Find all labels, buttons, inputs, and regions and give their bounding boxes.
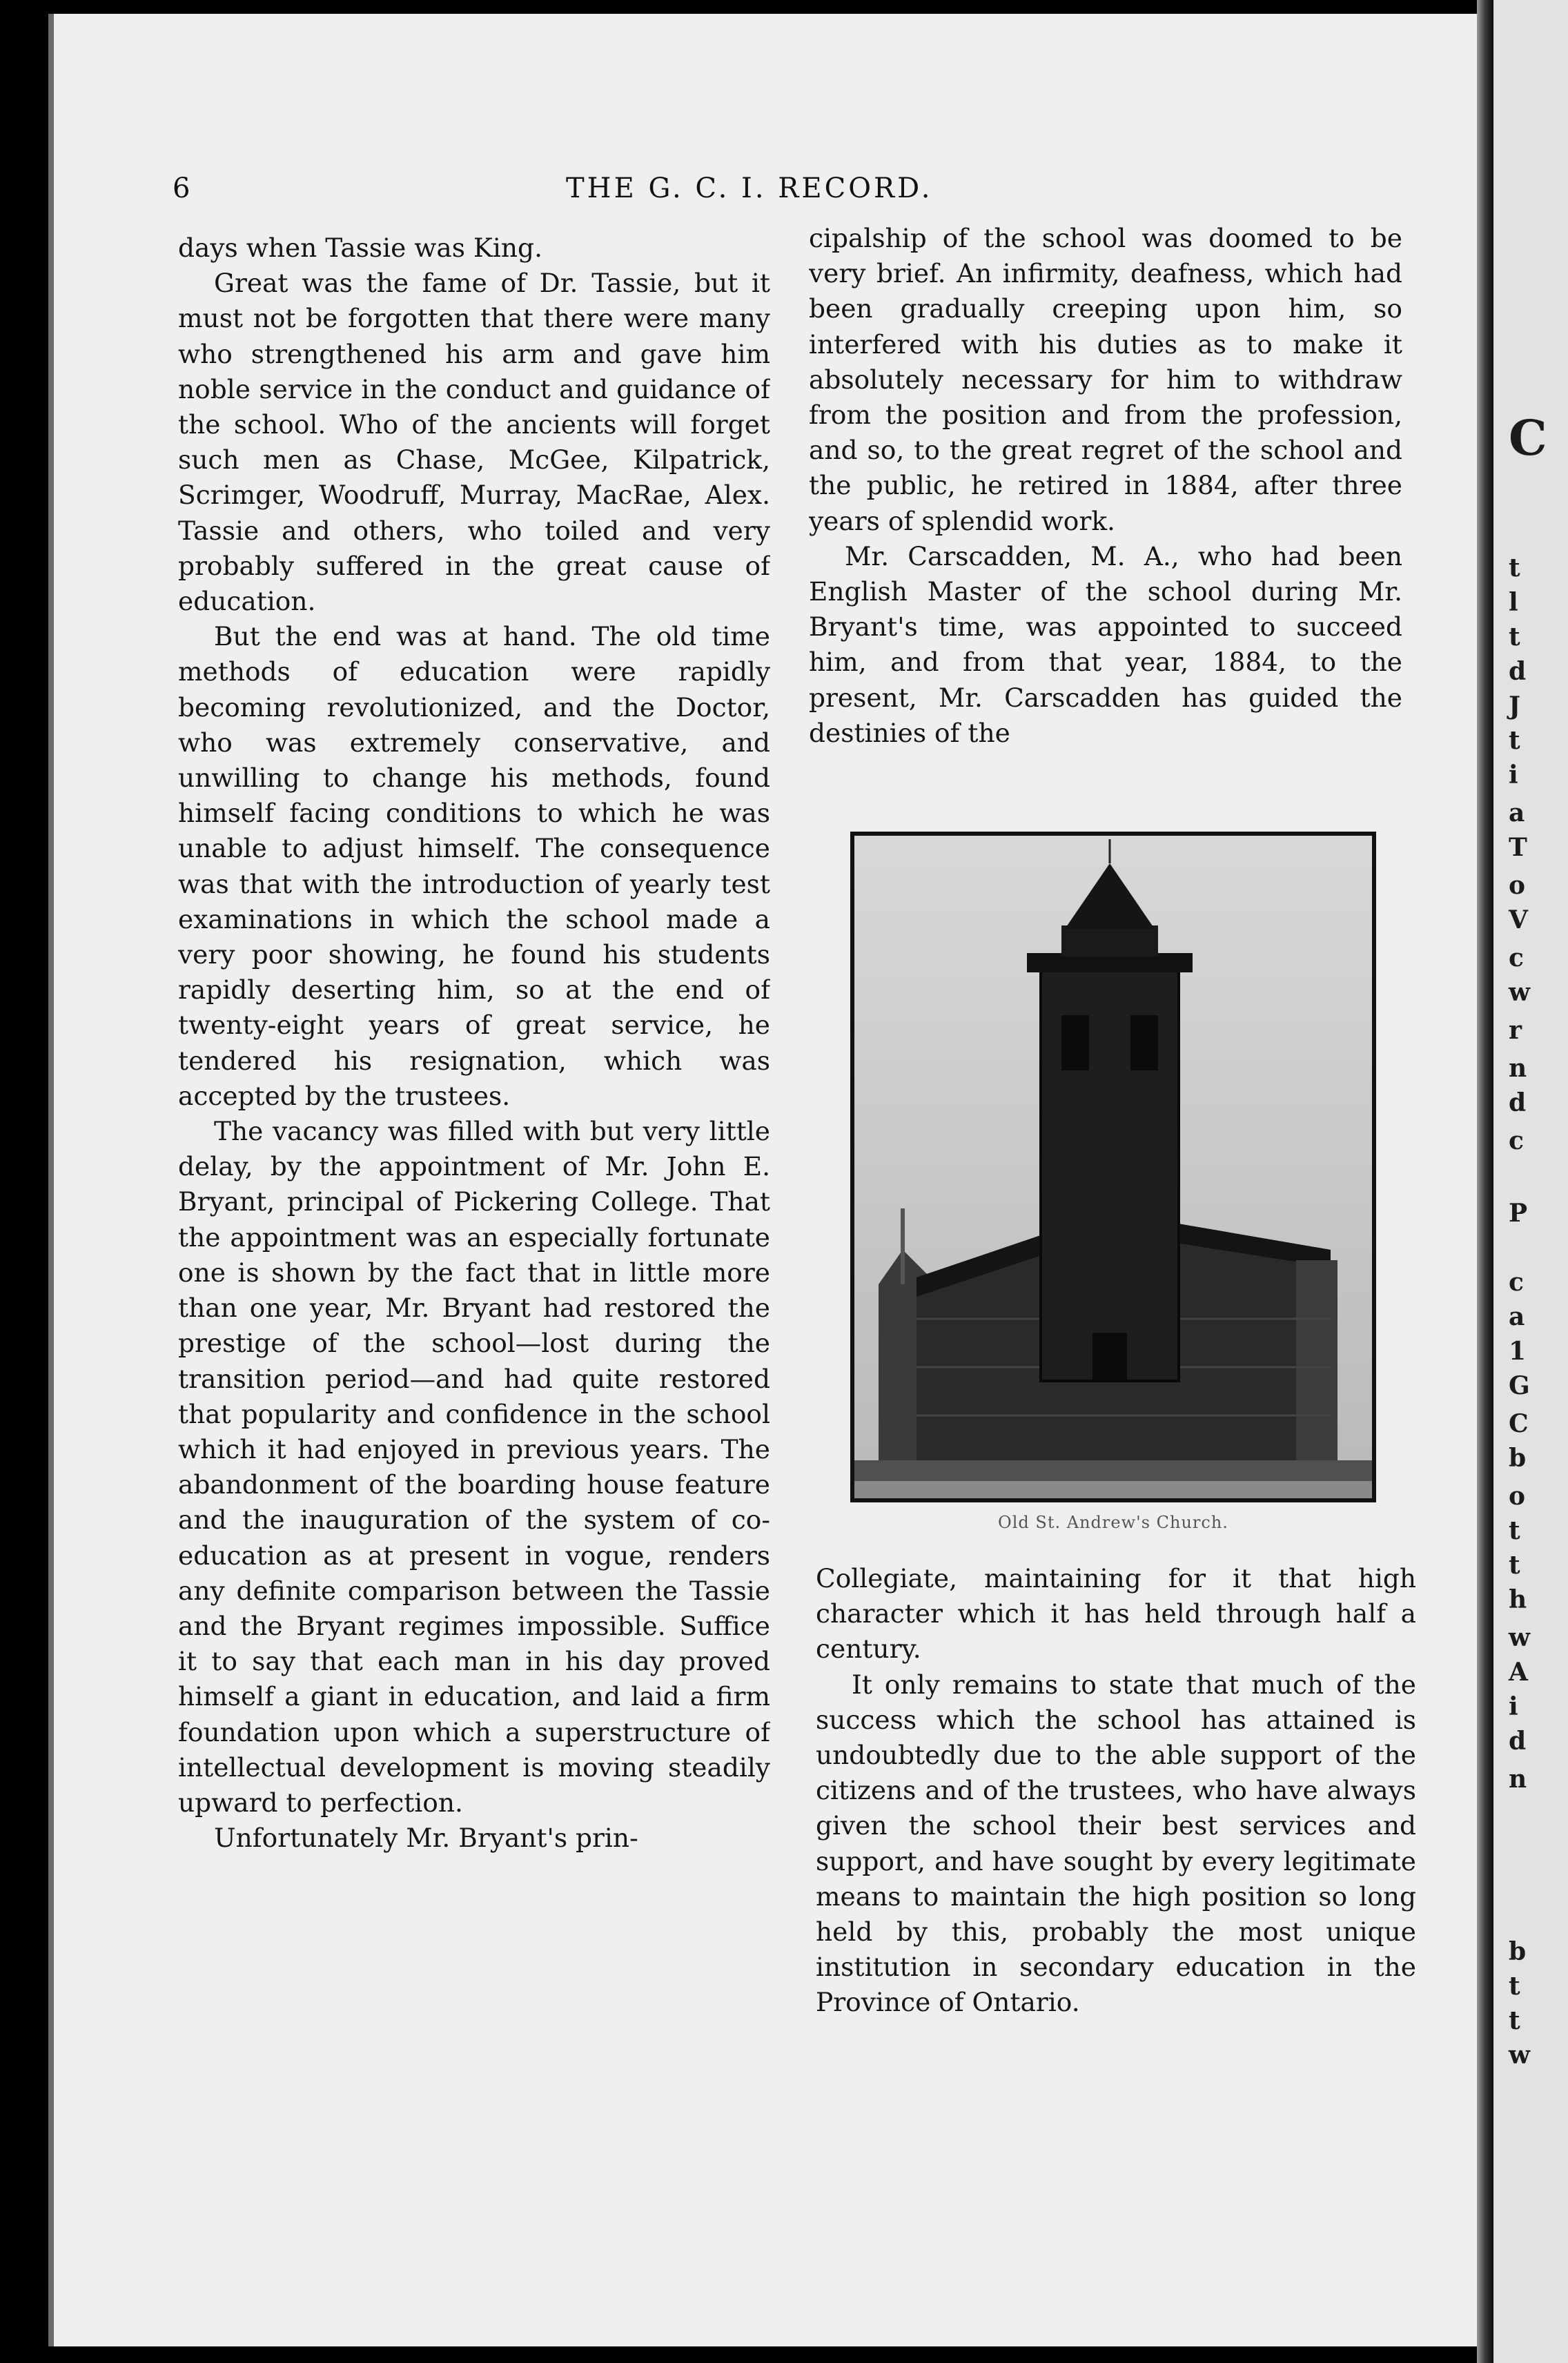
next-page-fragment: o — [1509, 871, 1526, 900]
right-column-bottom — [816, 1561, 1416, 2113]
next-page-fragment: c — [1509, 1126, 1524, 1155]
next-page-fragment: J — [1509, 692, 1521, 720]
next-page-edge — [1493, 0, 1568, 2363]
next-page-fragment: a — [1509, 1302, 1525, 1331]
next-page-fragment: w — [1509, 978, 1530, 1007]
church-photograph — [850, 832, 1376, 1502]
next-page-fragment: o — [1509, 1482, 1526, 1511]
next-page-fragment: 1 — [1509, 1337, 1527, 1366]
page-gutter-shadow — [1477, 0, 1493, 2363]
next-page-fragment: d — [1509, 1088, 1527, 1117]
paragraph: Unfortunately Mr. Bryant's prin- — [214, 1823, 638, 1854]
next-page-fragment: t — [1509, 1551, 1520, 1580]
paragraph: The vacancy was filled with but very little delay, by the appointment of Mr. John E. Bryant, principal of Pickering College. That the appointment was an especially fortunate one is shown by the fact that in little more than one year, Mr. Bryant had restored the prestige of the school—lost during the transition period—and had quite restored that popularity and confidence in the school which it had enjoyed in previous years. The abandonment of the boarding house feature and the inauguration of the system of co-education as at present in vogue, renders any definite comparison between the Tassie and the Bryant regimes impossible. Suffice it to say that each man in his day proved himself a giant in education, and laid a firm foundation upon which a superstructure of intellectual development is moving steadily upward to perfection. — [178, 1116, 770, 1818]
running-header — [173, 173, 1415, 214]
paragraph: But the end was at hand. The old time methods of education were rapidly becoming revolutionized, and the Doctor, who was extremely conservative, and unwilling to change his methods, found himself facing conditions to which he was unable to adjust himself. The consequence was that with the introduction of yearly test examinations in which the school made a very poor showing, he found his students rapidly deserting him, so at the end of twenty-eight years of great service, he tendered his resignation, which was accepted by the trustees. — [178, 621, 770, 1111]
paragraph: Great was the fame of Dr. Tassie, but it must not be forgotten that there were many who strengthened his arm and gave him noble service in the conduct and guidance of the school. Who of the ancients will forget such men as Chase, McGee, Kilpatrick, Scrimger, Woodruff, Murray, MacRae, Alex. Tassie and others, who toiled and very probably suffered in the great cause of education. — [178, 268, 770, 617]
next-page-fragment: b — [1509, 1444, 1527, 1473]
next-page-fragment: P — [1509, 1199, 1528, 1228]
next-page-fragment: T — [1509, 833, 1527, 862]
next-page-fragment: i — [1509, 761, 1518, 790]
next-page-fragment: t — [1509, 553, 1520, 582]
paragraph: Mr. Carscadden, M. A., who had been English Master of the school during Mr. Bryant's time, was appointed to succeed him, and from that year, 1884, to the present, Mr. Carscadden has guided the destinies of the — [809, 540, 1402, 748]
next-page-fragment: n — [1509, 1054, 1527, 1083]
church-illustration — [854, 836, 1372, 1498]
figure-caption: Old St. Andrew's Church. — [998, 1513, 1228, 1532]
paragraph: cipalship of the school was doomed to be very brief. An infirmity, deafness, which had been gradually creeping upon him, so interfered with his duties as to make it absolutely necessary for him to withdraw from the position and from the profession, and so, to the great regret of the school and the public, he retired in 1884, after three years of splendid work. — [809, 223, 1402, 536]
next-page-fragment: G — [1509, 1371, 1530, 1400]
next-page-fragment: i — [1509, 1692, 1518, 1721]
next-page-fragment: C — [1509, 409, 1547, 467]
next-page-fragment: l — [1509, 588, 1518, 617]
next-page-fragment: r — [1509, 1016, 1522, 1045]
next-page-fragment: t — [1509, 726, 1520, 755]
left-column — [178, 231, 770, 2108]
next-page-fragment: A — [1509, 1658, 1528, 1687]
page-number: 6 — [173, 173, 193, 204]
next-page-fragment: d — [1509, 657, 1527, 686]
right-column-top — [809, 221, 1402, 801]
next-page-fragment: a — [1509, 798, 1525, 827]
next-page-fragment: h — [1509, 1585, 1527, 1614]
publication-title: THE G. C. I. RECORD. — [566, 173, 933, 204]
next-page-fragment: t — [1509, 1972, 1520, 2001]
next-page-fragment: t — [1509, 2006, 1520, 2035]
paragraph: It only remains to state that much of the success which the school has attained is undoubtedly due to the able support of the citizens and of the trustees, who have always given the school their best services and support, and have sought by every legitimate means to maintain the high position so long held by this, probably the most unique institution in secondary education in the Province of Ontario. — [816, 1669, 1416, 2018]
next-page-fragment: w — [1509, 1623, 1530, 1652]
next-page-fragment: b — [1509, 1937, 1527, 1966]
next-page-fragment: n — [1509, 1765, 1527, 1794]
paragraph: Collegiate, maintaining for it that high character which it has held through half a century. — [816, 1563, 1416, 1665]
paragraph: days when Tassie was King. — [178, 233, 542, 263]
next-page-fragment: t — [1509, 622, 1520, 651]
next-page-fragment: c — [1509, 943, 1524, 972]
next-page-fragment: w — [1509, 2041, 1530, 2070]
next-page-fragment: c — [1509, 1268, 1524, 1297]
next-page-fragment: V — [1509, 905, 1528, 934]
next-page-fragment: C — [1509, 1409, 1529, 1438]
next-page-fragment: d — [1509, 1727, 1527, 1756]
next-page-fragment: t — [1509, 1516, 1520, 1545]
